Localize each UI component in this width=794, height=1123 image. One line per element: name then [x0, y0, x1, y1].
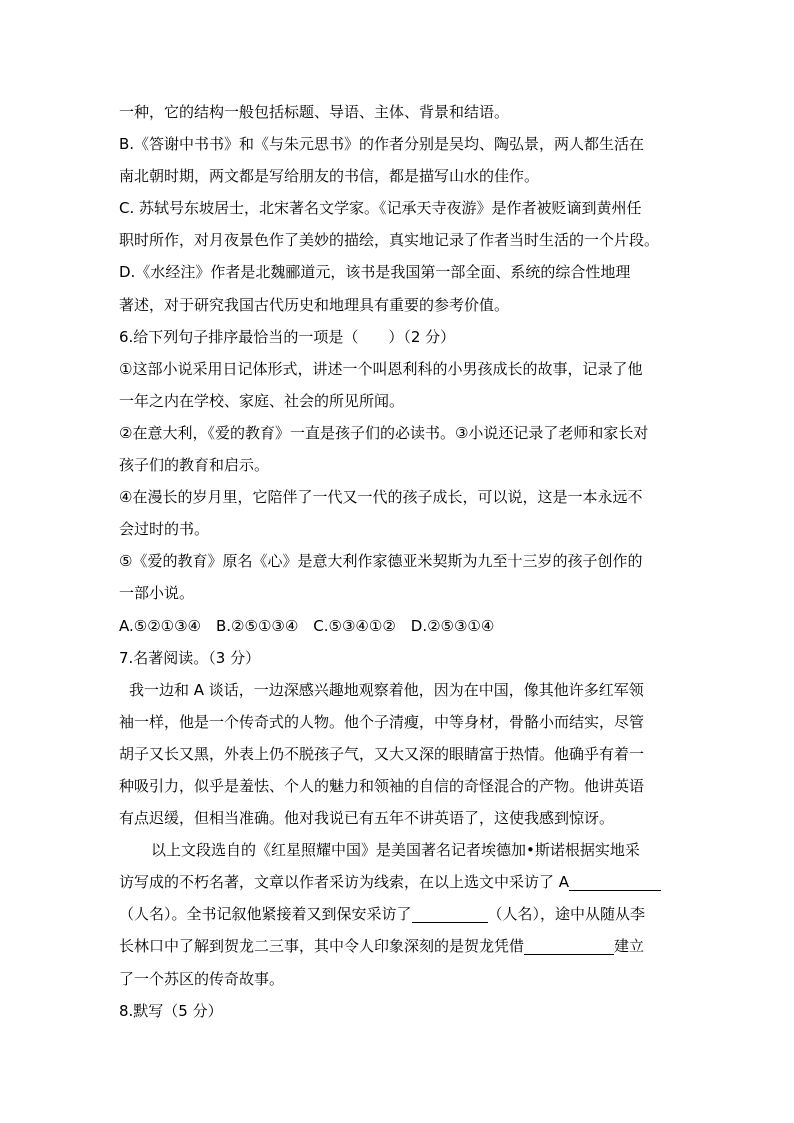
sentence-1-line: ①这部小说采用日记体形式，讲述一个叫恩利科的小男孩成长的故事，记录了他	[119, 359, 643, 378]
text-line: 南北朝时期，两文都是写给朋友的书信，都是描写山水的佳作。	[119, 167, 540, 186]
text-line: 一部小说。	[119, 584, 195, 603]
question-text-line	[119, 898, 679, 930]
line-text: 访写成的不朽名著，文章以作者采访为线索，在以上选文中采访了 A	[119, 873, 570, 892]
question-7-title: 7.名著阅读。（3 分）	[119, 648, 261, 667]
option-b-line: B.《答谢中书书》和《与朱元思书》的作者分别是吴均、陶弘景，两人都生活在	[119, 135, 645, 154]
option-c-line: C. 苏轼号东坡居士，北宋著名文学家。《记承天寺夜游》是作者被贬谪到黄州任	[119, 199, 642, 218]
line-text: 长林口中了解到贺龙二三事，其中令人印象深刻的是贺龙凭借	[119, 937, 525, 956]
text-line: 一种，它的结构一般包括标题、导语、主体、背景和结语。	[119, 103, 510, 121]
answer-options: A.⑤②①③④ B.②⑤①③④ C.⑤③④①② D.②⑤③①④	[119, 616, 495, 635]
question-text-line	[119, 930, 679, 962]
answer-blank-1[interactable]	[569, 872, 661, 891]
sentence-4-line: ④在漫长的岁月里，它陪伴了一代又一代的孩子成长，可以说，这是一本永远不	[119, 488, 643, 507]
passage-line: 我一边和 A 谈话，一边深感兴趣地观察着他，因为在中国，像其他许多红军领	[129, 680, 644, 699]
passage-line: 种吸引力，似乎是羞怯、个人的魅力和领袖的自信的奇怪混合的产物。他讲英语	[119, 776, 645, 795]
line-text: （人名），途中从随从李	[487, 905, 646, 924]
text-column	[119, 96, 679, 1027]
text-line: 会过时的书。	[119, 520, 210, 539]
text-line: 孩子们的教育和启示。	[119, 456, 270, 475]
question-text-line: 了一个苏区的传奇故事。	[119, 969, 285, 988]
sentence-5-line: ⑤《爱的教育》原名《心》是意大利作家德亚米契斯为九至十三岁的孩子创作的	[119, 552, 643, 571]
question-text-line	[119, 866, 679, 898]
question-text-line: 以上文段选自的《红星照耀中国》是美国著名记者埃德加•斯诺根据实地采	[151, 841, 640, 860]
text-line: 著述，对于研究我国古代历史和地理具有重要的参考价值。	[119, 295, 510, 314]
passage-line: 胡子又长又黑，外表上仍不脱孩子气，又大又深的眼睛富于热情。他确乎有着一	[119, 744, 645, 763]
text-line: 一年之内在学校、家庭、社会的所见所闻。	[119, 391, 405, 410]
answer-blank-3[interactable]	[524, 936, 614, 955]
line-text: 建立	[614, 937, 645, 956]
text-line: 职时所作，对月夜景色作了美妙的描绘，真实地记录了作者当时生活的一个片段。	[119, 231, 660, 250]
option-d-line: D.《水经注》作者是北魏郦道元，该书是我国第一部全面、系统的综合性地理	[119, 263, 631, 282]
question-6-title: 6.给下列句子排序最恰当的一项是（ ）（2 分）	[119, 327, 456, 346]
line-text: （人名）。全书记叙他紧接着又到保安采访了	[119, 905, 412, 924]
passage-line: 有点迟缓，但相当准确。他对我说已有五年不讲英语了，这使我感到惊讶。	[119, 809, 615, 828]
passage-line: 袖一样，他是一个传奇式的人物。他个子清瘦，中等身材，骨骼小而结实，尽管	[119, 712, 645, 731]
question-8-title: 8.默写（5 分）	[119, 1001, 223, 1020]
sentence-2-3-line: ②在意大利，《爱的教育》一直是孩子们的必读书。③小说还记录了老师和家长对	[119, 423, 649, 442]
answer-blank-2[interactable]	[412, 904, 488, 923]
